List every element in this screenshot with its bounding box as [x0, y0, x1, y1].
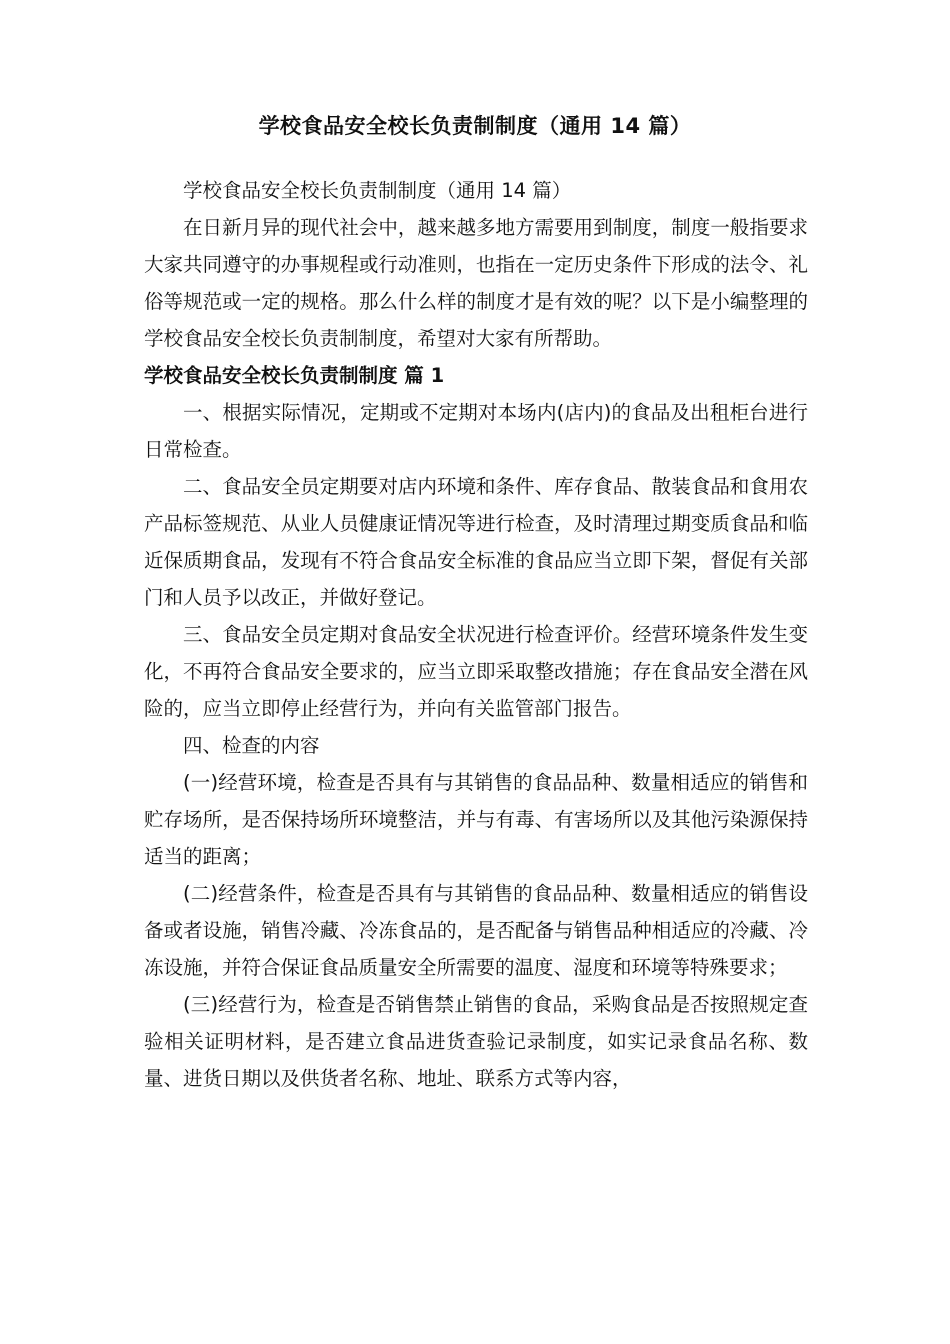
document-title: 学校食品安全校长负责制制度（通用 14 篇）	[258, 114, 692, 138]
section-paragraph-5: (一)经营环境，检查是否具有与其销售的食品品种、数量相适应的销售和贮存场所，是否保持场所环境整洁，并与有毒、有害场所以及其他污染源保持适当的距离；	[144, 771, 808, 868]
section-heading: 学校食品安全校长负责制制度 篇 1	[144, 364, 445, 387]
section-paragraph-2: 二、食品安全员定期要对店内环境和条件、库存食品、散装食品和食用农产品标签规范、从业人员健康证情况等进行检查，及时清理过期变质食品和临近保质期食品，发现有不符合食品安全标准的食品应当立即下架，督促有关部门和人员予以改正，并做好登记。	[144, 475, 808, 609]
document-body	[144, 172, 808, 1097]
section-paragraph-3: 三、食品安全员定期对食品安全状况进行检查评价。经营环境条件发生变化，不再符合食品安全要求的，应当立即采取整改措施；存在食品安全潜在风险的，应当立即停止经营行为，并向有关监管部门报告。	[144, 623, 808, 720]
subtitle-paragraph: 学校食品安全校长负责制制度（通用 14 篇）	[183, 179, 572, 202]
section-paragraph-6: (二)经营条件，检查是否具有与其销售的食品品种、数量相适应的销售设备或者设施，销售冷藏、冷冻食品的，是否配备与销售品种相适应的冷藏、冷冻设施，并符合保证食品质量安全所需要的温度、湿度和环境等特殊要求；	[144, 882, 808, 979]
section-paragraph-4: 四、检查的内容	[183, 734, 320, 757]
intro-paragraph: 在日新月异的现代社会中，越来越多地方需要用到制度，制度一般指要求大家共同遵守的办事规程或行动准则，也指在一定历史条件下形成的法令、礼俗等规范或一定的规格。那么什么样的制度才是有效的呢？以下是小编整理的学校食品安全校长负责制制度，希望对大家有所帮助。	[144, 216, 808, 350]
section-paragraph-1: 一、根据实际情况，定期或不定期对本场内(店内)的食品及出租柜台进行日常检查。	[144, 401, 808, 461]
section-paragraph-7: (三)经营行为，检查是否销售禁止销售的食品，采购食品是否按照规定查验相关证明材料，是否建立食品进货查验记录制度，如实记录食品名称、数量、进货日期以及供货者名称、地址、联系方式等内容，	[144, 993, 808, 1090]
